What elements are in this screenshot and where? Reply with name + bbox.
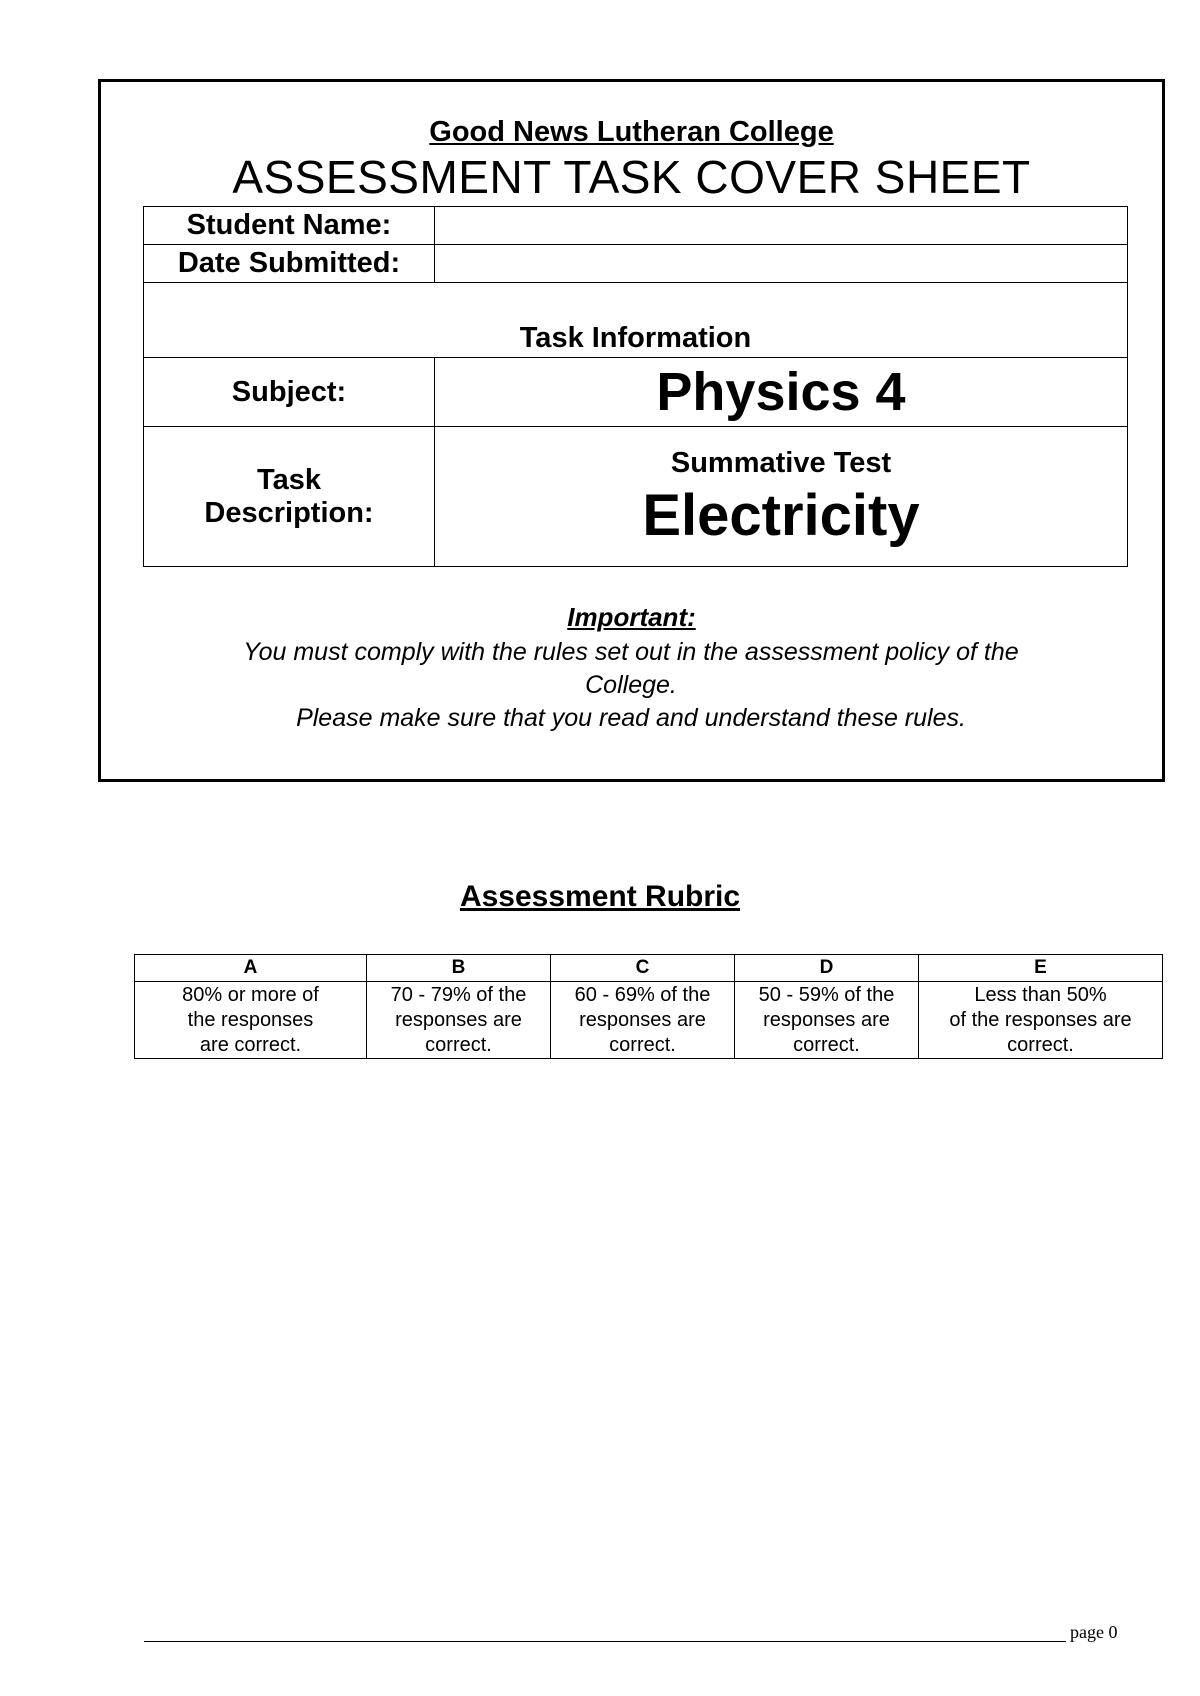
rubric-line: 80% or more of [182,984,319,1006]
rubric-grade-d: D [735,955,919,982]
college-name: Good News Lutheran College [429,116,834,148]
rubric-line: correct. [1007,1034,1074,1056]
rubric-criteria-c [551,982,735,1059]
date-submitted-field[interactable] [435,245,1128,283]
rubric-line: 60 - 69% of the [574,984,711,1006]
subject-value: Physics 4 [435,358,1128,427]
task-description-label-line2: Description: [204,496,374,529]
task-description-value [435,427,1128,567]
rubric-line: responses are [395,1009,522,1031]
task-description-label [144,427,435,567]
rubric-line: the responses [187,1009,314,1031]
rubric-heading: Assessment Rubric [459,880,741,913]
important-heading: Important: [567,602,696,632]
notice-line-2: College. [585,671,677,699]
task-name: Electricity [642,482,920,548]
rubric-grade-b: B [367,955,551,982]
rubric-line: are correct. [199,1034,302,1056]
rubric-criteria-b [367,982,551,1059]
rubric-grade-c: C [551,955,735,982]
rubric-criteria-d [735,982,919,1059]
rubric-header-row [135,955,1163,982]
task-description-label-line1: Task [257,463,321,496]
student-name-field[interactable] [435,207,1128,245]
task-information-row [144,283,1128,358]
task-type: Summative Test [670,446,892,479]
rubric-grade-a: A [135,955,367,982]
rubric-line: responses are [763,1009,890,1031]
policy-notice [181,636,1081,735]
rubric-criteria-e [919,982,1163,1059]
rubric-line: correct. [425,1034,492,1056]
task-information-heading: Task Information [144,283,1128,358]
rubric-line: 70 - 79% of the [390,984,527,1006]
notice-line-3: Please make sure that you read and understand these rules. [296,704,966,732]
rubric-grade-e: E [919,955,1163,982]
rubric-criteria-row [135,982,1163,1059]
rubric-line: responses are [579,1009,706,1031]
task-description-row [144,427,1128,567]
rubric-table [134,954,1163,1059]
student-name-row [144,207,1128,245]
page-number: page 0 [1070,1622,1118,1642]
student-name-label: Student Name: [144,207,435,245]
cover-sheet [98,79,1165,782]
notice-line-1: You must comply with the rules set out in the assessment policy of the [243,638,1019,666]
subject-row [144,358,1128,427]
rubric-line: 50 - 59% of the [758,984,895,1006]
date-submitted-row [144,245,1128,283]
rubric-criteria-a [135,982,367,1059]
date-submitted-label: Date Submitted: [144,245,435,283]
rubric-line: correct. [793,1034,860,1056]
footer-rule [144,1641,1066,1642]
rubric-line: correct. [609,1034,676,1056]
task-info-table [143,206,1128,567]
sheet-title: ASSESSMENT TASK COVER SHEET [232,151,1031,203]
rubric-line: Less than 50% [974,984,1107,1006]
subject-label: Subject: [144,358,435,427]
rubric-line: of the responses are [949,1009,1132,1031]
